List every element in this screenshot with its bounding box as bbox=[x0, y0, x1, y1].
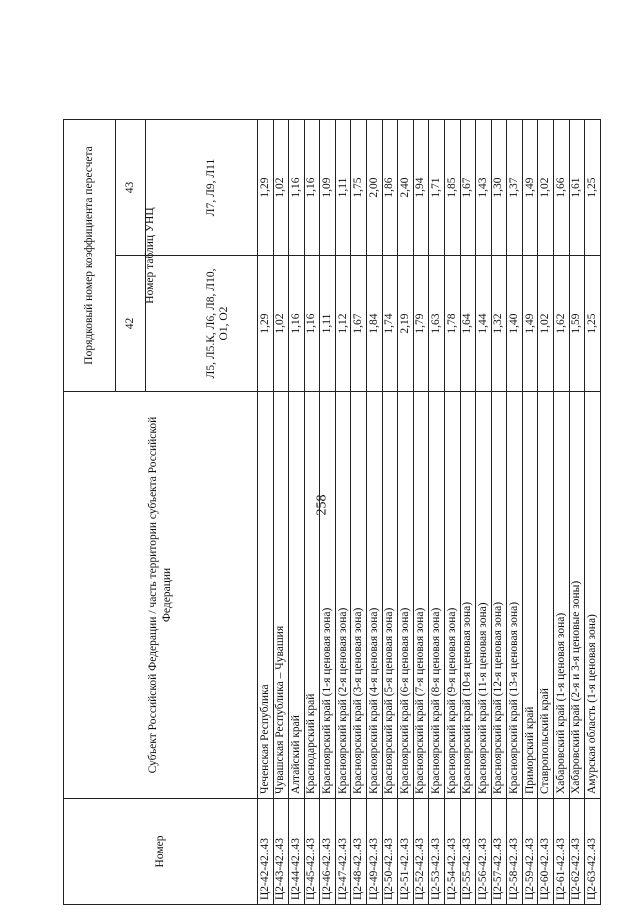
row-coef-42-cell: 1,29 bbox=[258, 256, 274, 392]
row-number-cell: Ц2-55-42..43 bbox=[460, 799, 476, 905]
row-coef-43-cell: 1,75 bbox=[351, 119, 367, 255]
row-number-cell: Ц2-51-42..43 bbox=[398, 799, 414, 905]
row-subject-cell: Красноярский край (5-я ценовая зона) bbox=[382, 392, 398, 799]
table-row bbox=[569, 119, 585, 904]
row-subject-cell: Красноярский край (7-я ценовая зона) bbox=[413, 392, 429, 799]
row-number-cell: Ц2-46-42..43 bbox=[320, 799, 336, 905]
row-coef-43-cell: 1,67 bbox=[460, 119, 476, 255]
row-coef-43-cell: 1,49 bbox=[522, 119, 538, 255]
row-coef-42-cell: 1,67 bbox=[351, 256, 367, 392]
row-coef-42-cell: 1,02 bbox=[538, 256, 554, 392]
row-number-cell: Ц2-59-42..43 bbox=[522, 799, 538, 905]
header-coef-42: 42 bbox=[116, 256, 146, 392]
row-number-cell: Ц2-43-42..43 bbox=[273, 799, 289, 905]
row-number-cell: Ц2-58-42..43 bbox=[507, 799, 523, 905]
header-coef-43: 43 bbox=[116, 119, 146, 255]
header-tables-label: Номер таблиц УНЦ bbox=[143, 207, 156, 304]
table-row bbox=[398, 119, 414, 904]
row-number-cell: Ц2-48-42..43 bbox=[351, 799, 367, 905]
row-coef-42-cell: 1,62 bbox=[553, 256, 569, 392]
row-subject-cell: Хабаровский край (1-я ценовая зона) bbox=[553, 392, 569, 799]
row-number-cell: Ц2-63-42..43 bbox=[585, 799, 601, 905]
table-row bbox=[304, 119, 320, 904]
row-coef-42-cell: 1,44 bbox=[476, 256, 492, 392]
table-row bbox=[538, 119, 554, 904]
row-coef-43-cell: 1,86 bbox=[382, 119, 398, 255]
row-number-cell: Ц2-49-42..43 bbox=[367, 799, 383, 905]
row-number-cell: Ц2-45-42..43 bbox=[304, 799, 320, 905]
row-subject-cell: Красноярский край (1-я ценовая зона) bbox=[320, 392, 336, 799]
row-coef-43-cell: 1,16 bbox=[304, 119, 320, 255]
row-coef-42-cell: 1,12 bbox=[335, 256, 351, 392]
row-coef-42-cell: 1,16 bbox=[304, 256, 320, 392]
row-number-cell: Ц2-52-42..43 bbox=[413, 799, 429, 905]
table-row bbox=[553, 119, 569, 904]
row-coef-42-cell: 1,32 bbox=[491, 256, 507, 392]
row-number-cell: Ц2-44-42..43 bbox=[289, 799, 305, 905]
row-number-cell: Ц2-56-42..43 bbox=[476, 799, 492, 905]
table-body bbox=[258, 119, 601, 904]
header-tables-a bbox=[143, 207, 258, 392]
row-coef-43-cell: 1,85 bbox=[444, 119, 460, 255]
row-coef-43-cell: 2,40 bbox=[398, 119, 414, 255]
table-row bbox=[413, 119, 429, 904]
row-coef-43-cell: 1,66 bbox=[553, 119, 569, 255]
row-number-cell: Ц2-60-42..43 bbox=[538, 799, 554, 905]
row-subject-cell: Амурская область (1-я ценовая зона) bbox=[585, 392, 601, 799]
table-row bbox=[476, 119, 492, 904]
table-row bbox=[491, 119, 507, 904]
header-number: Номер bbox=[64, 799, 258, 905]
row-subject-cell: Хабаровский край (2-я и 3-я ценовые зоны) bbox=[569, 392, 585, 799]
row-number-cell: Ц2-57-42..43 bbox=[491, 799, 507, 905]
table-row bbox=[460, 119, 476, 904]
row-number-cell: Ц2-62-42..43 bbox=[569, 799, 585, 905]
table-row bbox=[382, 119, 398, 904]
rotated-table-wrapper bbox=[63, 120, 601, 905]
row-coef-42-cell: 1,84 bbox=[367, 256, 383, 392]
row-number-cell: Ц2-54-42..43 bbox=[444, 799, 460, 905]
row-subject-cell: Красноярский край (13-я ценовая зона) bbox=[507, 392, 523, 799]
header-tables-b bbox=[146, 119, 258, 255]
row-coef-43-cell: 1,02 bbox=[538, 119, 554, 255]
row-subject-cell: Красноярский край (2-я ценовая зона) bbox=[335, 392, 351, 799]
table-row bbox=[258, 119, 274, 904]
row-coef-42-cell: 2,19 bbox=[398, 256, 414, 392]
table-row bbox=[522, 119, 538, 904]
row-coef-42-cell: 1,40 bbox=[507, 256, 523, 392]
row-coef-42-cell: 1,11 bbox=[320, 256, 336, 392]
page-number: 258 bbox=[314, 494, 330, 516]
row-subject-cell: Алтайский край bbox=[289, 392, 305, 799]
header-coef-group: Порядковый номер коэффициента пересчета bbox=[64, 119, 116, 391]
table-row bbox=[507, 119, 523, 904]
row-coef-43-cell: 1,09 bbox=[320, 119, 336, 255]
row-coef-42-cell: 1,25 bbox=[585, 256, 601, 392]
table-row bbox=[429, 119, 445, 904]
header-subject: Субъект Российской Федерации / часть территории субъекта Российской Федерации bbox=[64, 392, 258, 799]
row-subject-cell: Краснодарский край bbox=[304, 392, 320, 799]
table-row bbox=[367, 119, 383, 904]
row-subject-cell: Чеченская Республика bbox=[258, 392, 274, 799]
row-number-cell: Ц2-61-42..43 bbox=[553, 799, 569, 905]
row-subject-cell: Ставропольский край bbox=[538, 392, 554, 799]
row-number-cell: Ц2-53-42..43 bbox=[429, 799, 445, 905]
row-coef-42-cell: 1,78 bbox=[444, 256, 460, 392]
header-tables-a-list: Л5, Л5.К, Л6, Л8, Л10, О1, О2 bbox=[204, 268, 231, 379]
row-subject-cell: Красноярский край (6-я ценовая зона) bbox=[398, 392, 414, 799]
row-coef-42-cell: 1,02 bbox=[273, 256, 289, 392]
row-coef-43-cell: 1,25 bbox=[585, 119, 601, 255]
row-coef-43-cell: 2,00 bbox=[367, 119, 383, 255]
row-coef-42-cell: 1,64 bbox=[460, 256, 476, 392]
table-row bbox=[320, 119, 336, 904]
row-subject-cell: Красноярский край (10-я ценовая зона) bbox=[460, 392, 476, 799]
row-coef-43-cell: 1,16 bbox=[289, 119, 305, 255]
row-coef-43-cell: 1,02 bbox=[273, 119, 289, 255]
row-subject-cell: Красноярский край (8-я ценовая зона) bbox=[429, 392, 445, 799]
row-coef-42-cell: 1,16 bbox=[289, 256, 305, 392]
table-row bbox=[289, 119, 305, 904]
row-subject-cell: Красноярский край (12-я ценовая зона) bbox=[491, 392, 507, 799]
row-subject-cell: Приморский край bbox=[522, 392, 538, 799]
table-row bbox=[351, 119, 367, 904]
table-row bbox=[273, 119, 289, 904]
row-subject-cell: Чувашская Республика – Чувашия bbox=[273, 392, 289, 799]
row-coef-43-cell: 1,29 bbox=[258, 119, 274, 255]
row-subject-cell: Красноярский край (9-я ценовая зона) bbox=[444, 392, 460, 799]
row-coef-42-cell: 1,63 bbox=[429, 256, 445, 392]
table-row bbox=[585, 119, 601, 904]
row-coef-43-cell: 1,94 bbox=[413, 119, 429, 255]
row-coef-42-cell: 1,74 bbox=[382, 256, 398, 392]
table-row bbox=[335, 119, 351, 904]
row-coef-42-cell: 1,79 bbox=[413, 256, 429, 392]
row-number-cell: Ц2-47-42..43 bbox=[335, 799, 351, 905]
row-coef-43-cell: 1,11 bbox=[335, 119, 351, 255]
row-coef-43-cell: 1,43 bbox=[476, 119, 492, 255]
row-coef-43-cell: 1,37 bbox=[507, 119, 523, 255]
row-subject-cell: Красноярский край (3-я ценовая зона) bbox=[351, 392, 367, 799]
row-coef-42-cell: 1,49 bbox=[522, 256, 538, 392]
row-coef-43-cell: 1,71 bbox=[429, 119, 445, 255]
row-number-cell: Ц2-50-42..43 bbox=[382, 799, 398, 905]
table-row bbox=[444, 119, 460, 904]
row-coef-43-cell: 1,30 bbox=[491, 119, 507, 255]
row-coef-43-cell: 1,61 bbox=[569, 119, 585, 255]
row-subject-cell: Красноярский край (11-я ценовая зона) bbox=[476, 392, 492, 799]
coefficient-table bbox=[63, 119, 601, 905]
header-tables-b-list: Л7, Л9, Л11 bbox=[204, 158, 217, 217]
row-subject-cell: Красноярский край (4-я ценовая зона) bbox=[367, 392, 383, 799]
row-number-cell: Ц2-42-42..43 bbox=[258, 799, 274, 905]
row-coef-42-cell: 1,59 bbox=[569, 256, 585, 392]
